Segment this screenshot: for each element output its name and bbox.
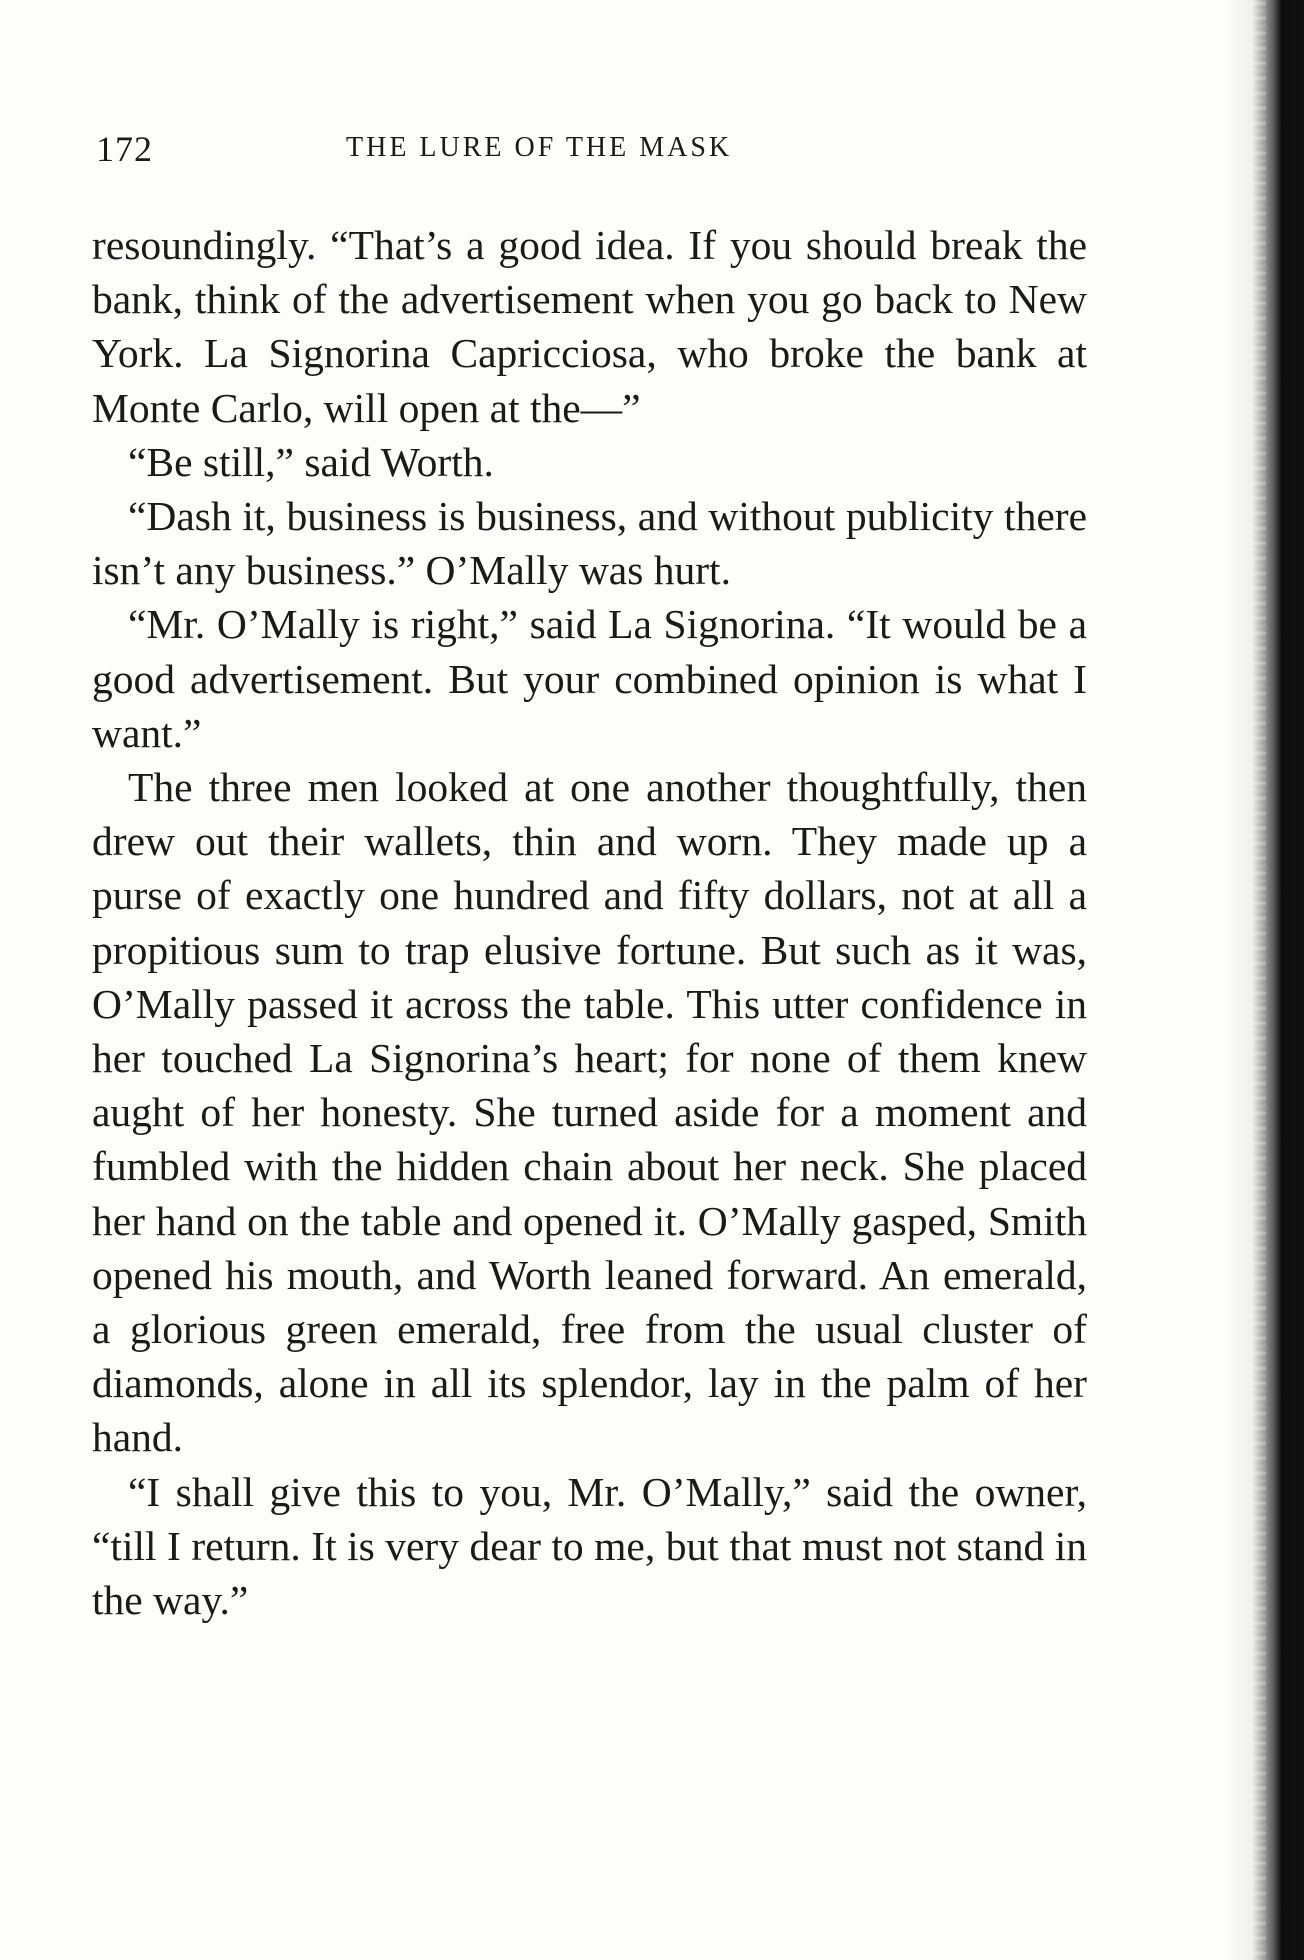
paragraph-5: The three men looked at one another thoughtfully, then drew out their wallets, thin and worn. They made up a purse of exactly one hundred and fifty dollars, not at all a propitious sum to trap elusive fortune. But such as it was, O’Mally passed it across the table. This utter confidence in her touched La Signorina’s heart; for none of them knew aught of her honesty. She turned aside for a moment and fumbled with the hidden chain about her neck. She placed her hand on the table and opened it. O’Mally gasped, Smith opened his mouth, and Worth leaned forward. An emerald, a glorious green emerald, free from the usual cluster of diamonds, alone in all its splendor, lay in the palm of her hand. (92, 764, 1087, 1461)
binding-gutter-texture (1252, 0, 1266, 1960)
page-number: 172 (96, 129, 153, 169)
running-head: THE LURE OF THE MASK (346, 132, 733, 163)
paragraph-4: “Mr. O’Mally is right,” said La Signorina. “It would be a good advertisement. But your combined opinion is what I want.” (92, 601, 1087, 756)
paragraph-6: “I shall give this to you, Mr. O’Mally,” said the owner, “till I return. It is very dear to me, but that must not stand in the way.” (92, 1468, 1087, 1624)
body-text (92, 218, 1087, 1627)
paragraph-3: “Dash it, business is business, and without publicity there isn’t any business.” O’Mally was hurt. (92, 493, 1087, 594)
paragraph-2: “Be still,” said Worth. (128, 438, 494, 485)
paragraph-1: resoundingly. “That’s a good idea. If you should break the bank, think of the advertisement when you go back to New York. La Signorina Capricciosa, who broke the bank at Monte Carlo, will open at the—” (92, 222, 1087, 431)
page-header (96, 128, 1086, 180)
